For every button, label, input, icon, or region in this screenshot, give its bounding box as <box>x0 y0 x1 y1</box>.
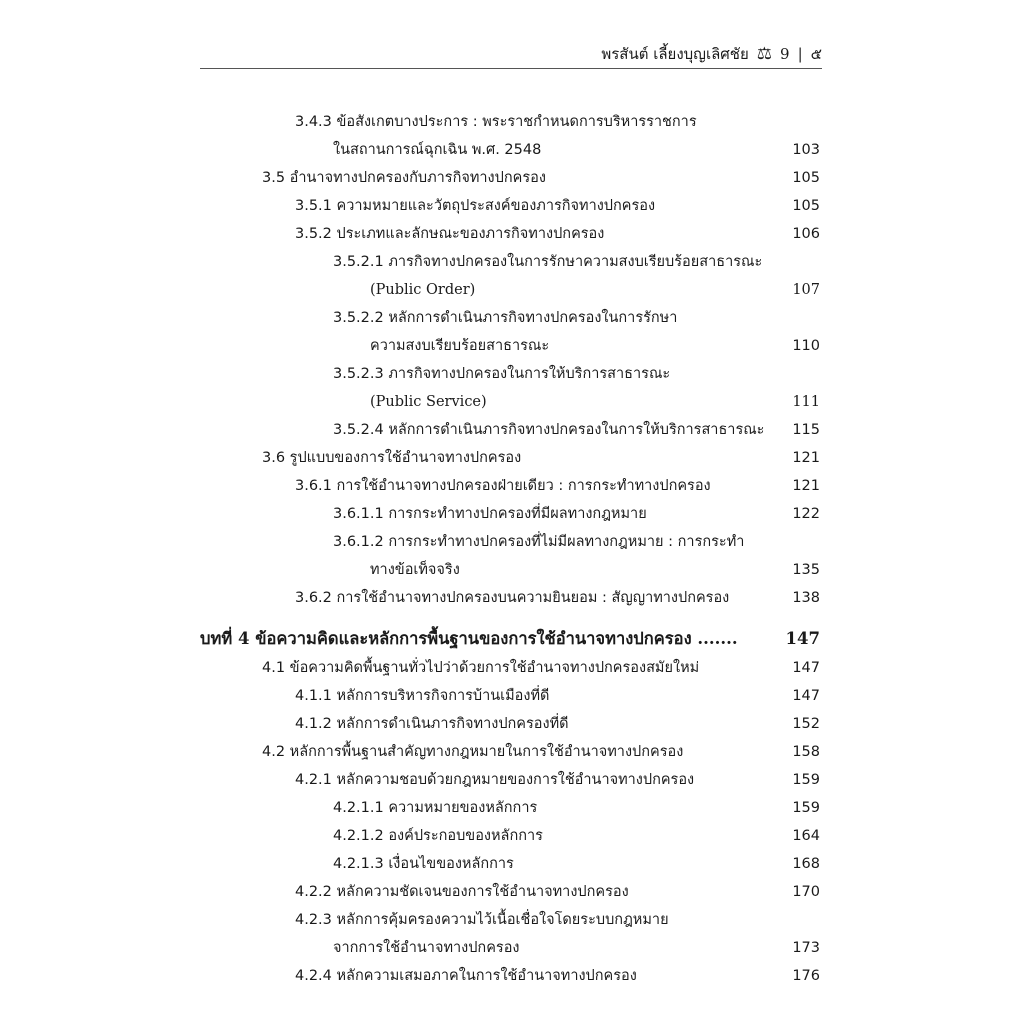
toc-entry-title: 3.4.3 ข้อสังเกตบางประการ : พระราชกำหนดการบริหารราชการ <box>295 114 697 130</box>
toc-entry-page: 121 <box>792 450 820 466</box>
toc-entry <box>200 962 820 990</box>
toc-entry-title: ในสถานการณ์ฉุกเฉิน พ.ศ. 2548 <box>333 142 542 158</box>
toc-entry-title: 3.6.1.2 การกระทำทางปกครองที่ไม่มีผลทางกฎหมาย : การกระทำ <box>333 534 745 550</box>
toc-entry <box>200 682 820 710</box>
toc-entry <box>200 556 820 584</box>
toc-entry-page: 168 <box>792 856 820 872</box>
toc-entry <box>200 220 820 248</box>
toc-entry-page: 147 <box>785 629 820 648</box>
toc-entry-page: 135 <box>792 562 820 578</box>
page-number-thai: ๕ <box>810 45 822 63</box>
toc-entry-page: 152 <box>792 716 820 732</box>
toc-entry-page: 164 <box>792 828 820 844</box>
toc-entry-page: 107 <box>792 282 820 298</box>
chapter-heading <box>200 620 820 658</box>
toc-entry-title: 4.1.1 หลักการบริหารกิจการบ้านเมืองที่ดี <box>295 688 550 704</box>
toc-entry-title: ความสงบเรียบร้อยสาธารณะ <box>370 338 550 354</box>
toc-entry <box>200 850 820 878</box>
toc-entry-title: 4.2.1.1 ความหมายของหลักการ <box>333 800 538 816</box>
toc-entry-title: 4.2.1.2 องค์ประกอบของหลักการ <box>333 828 543 844</box>
toc-entry <box>200 192 820 220</box>
toc-entry <box>200 794 820 822</box>
toc-entry-title: 3.5.2.2 หลักการดำเนินภารกิจทางปกครองในการรักษา <box>333 310 678 326</box>
toc-entry-page: 122 <box>792 506 820 522</box>
toc-entry-page: 121 <box>792 478 820 494</box>
toc-entry <box>200 654 820 682</box>
toc-entry <box>200 444 820 472</box>
toc-entry-title: 3.6 รูปแบบของการใช้อำนาจทางปกครอง <box>262 450 522 466</box>
toc-entry <box>200 738 820 766</box>
toc-entry-page: 173 <box>792 940 820 956</box>
toc-entry-page: 105 <box>792 198 820 214</box>
toc-entry-page: 111 <box>792 394 820 410</box>
toc-entry <box>200 360 820 388</box>
toc-entry-title: 3.6.2 การใช้อำนาจทางปกครองบนความยินยอม : สัญญาทางปกครอง <box>295 590 730 606</box>
toc-entry-title: 3.5.2.3 ภารกิจทางปกครองในการให้บริการสาธารณะ <box>333 366 671 382</box>
toc-entry-title: 3.6.1 การใช้อำนาจทางปกครองฝ่ายเดียว : การกระทำทางปกครอง <box>295 478 711 494</box>
toc-entry-title: บทที่ 4 ข้อความคิดและหลักการพื้นฐานของการใช้อำนาจทางปกครอง ....... <box>200 629 738 648</box>
toc-entry <box>200 500 820 528</box>
toc-entry <box>200 584 820 612</box>
toc-entry-title: 3.5.2.1 ภารกิจทางปกครองในการรักษาความสงบเรียบร้อยสาธารณะ <box>333 254 763 270</box>
toc-entry <box>200 528 820 556</box>
toc-entry <box>200 304 820 332</box>
toc-entry <box>200 332 820 360</box>
toc-entry-title: 3.5.2.4 หลักการดำเนินภารกิจทางปกครองในการให้บริการสาธารณะ <box>333 422 765 438</box>
toc-entry-page: 176 <box>792 968 820 984</box>
toc-entry-page: 110 <box>792 338 820 354</box>
scales-of-justice-icon: ⚖ <box>756 44 773 64</box>
toc-entry-title: 3.5.2 ประเภทและลักษณะของภารกิจทางปกครอง <box>295 226 605 242</box>
toc-entry <box>200 136 820 164</box>
toc-entry <box>200 108 820 136</box>
toc-entry <box>200 472 820 500</box>
toc-entry-title: 3.5 อำนาจทางปกครองกับภารกิจทางปกครอง <box>262 170 546 186</box>
toc-entry <box>200 822 820 850</box>
separator: | <box>797 45 803 63</box>
toc-entry-page: 147 <box>792 688 820 704</box>
toc-entry-title: 4.1.2 หลักการดำเนินภารกิจทางปกครองที่ดี <box>295 716 569 732</box>
toc-entry-title: 4.2.3 หลักการคุ้มครองความไว้เนื้อเชื่อใจโดยระบบกฎหมาย <box>295 912 669 928</box>
toc-entry-page: 138 <box>792 590 820 606</box>
toc-entry-title: 4.2.2 หลักความชัดเจนของการใช้อำนาจทางปกครอง <box>295 884 629 900</box>
toc-entry <box>200 248 820 276</box>
toc-entry-title: 4.2.4 หลักความเสมอภาคในการใช้อำนาจทางปกครอง <box>295 968 637 984</box>
toc-entry <box>200 766 820 794</box>
toc-entry-page: 170 <box>792 884 820 900</box>
toc-entry-page: 159 <box>792 800 820 816</box>
toc-entry-title: 3.6.1.1 การกระทำทางปกครองที่มีผลทางกฎหมาย <box>333 506 647 522</box>
toc-entry-title: 4.2.1 หลักความชอบด้วยกฎหมายของการใช้อำนาจทางปกครอง <box>295 772 695 788</box>
toc-entry <box>200 388 820 416</box>
toc-entry-page: 158 <box>792 744 820 760</box>
running-header <box>200 40 822 69</box>
toc-entry-title: 3.5.1 ความหมายและวัตถุประสงค์ของภารกิจทางปกครอง <box>295 198 656 214</box>
toc-entry-page: 115 <box>792 422 820 438</box>
author-name: พรสันต์ เลี้ยงบุญเลิศชัย <box>601 45 749 63</box>
toc-entry <box>200 416 820 444</box>
toc-entry-title: จากการใช้อำนาจทางปกครอง <box>333 940 520 956</box>
toc-entry-page: 147 <box>792 660 820 676</box>
toc-entry-title: ทางข้อเท็จจริง <box>370 562 460 578</box>
toc-entry-page: 106 <box>792 226 820 242</box>
toc-entry-title: (Public Service) <box>370 394 487 410</box>
toc-entry-title: 4.2.1.3 เงื่อนไขของหลักการ <box>333 856 514 872</box>
toc-entry-page: 105 <box>792 170 820 186</box>
page-number: 9 <box>780 45 790 63</box>
toc-entry <box>200 934 820 962</box>
toc-entry-title: 4.2 หลักการพื้นฐานสำคัญทางกฎหมายในการใช้อำนาจทางปกครอง <box>262 744 684 760</box>
toc-entry-page: 103 <box>792 142 820 158</box>
table-of-contents <box>200 108 820 990</box>
toc-entry-page: 159 <box>792 772 820 788</box>
toc-entry <box>200 710 820 738</box>
toc-entry-title: (Public Order) <box>370 282 476 298</box>
toc-entry <box>200 878 820 906</box>
toc-entry-title: 4.1 ข้อความคิดพื้นฐานทั่วไปว่าด้วยการใช้อำนาจทางปกครองสมัยใหม่ <box>262 660 700 676</box>
toc-entry <box>200 906 820 934</box>
toc-entry <box>200 276 820 304</box>
toc-entry <box>200 164 820 192</box>
